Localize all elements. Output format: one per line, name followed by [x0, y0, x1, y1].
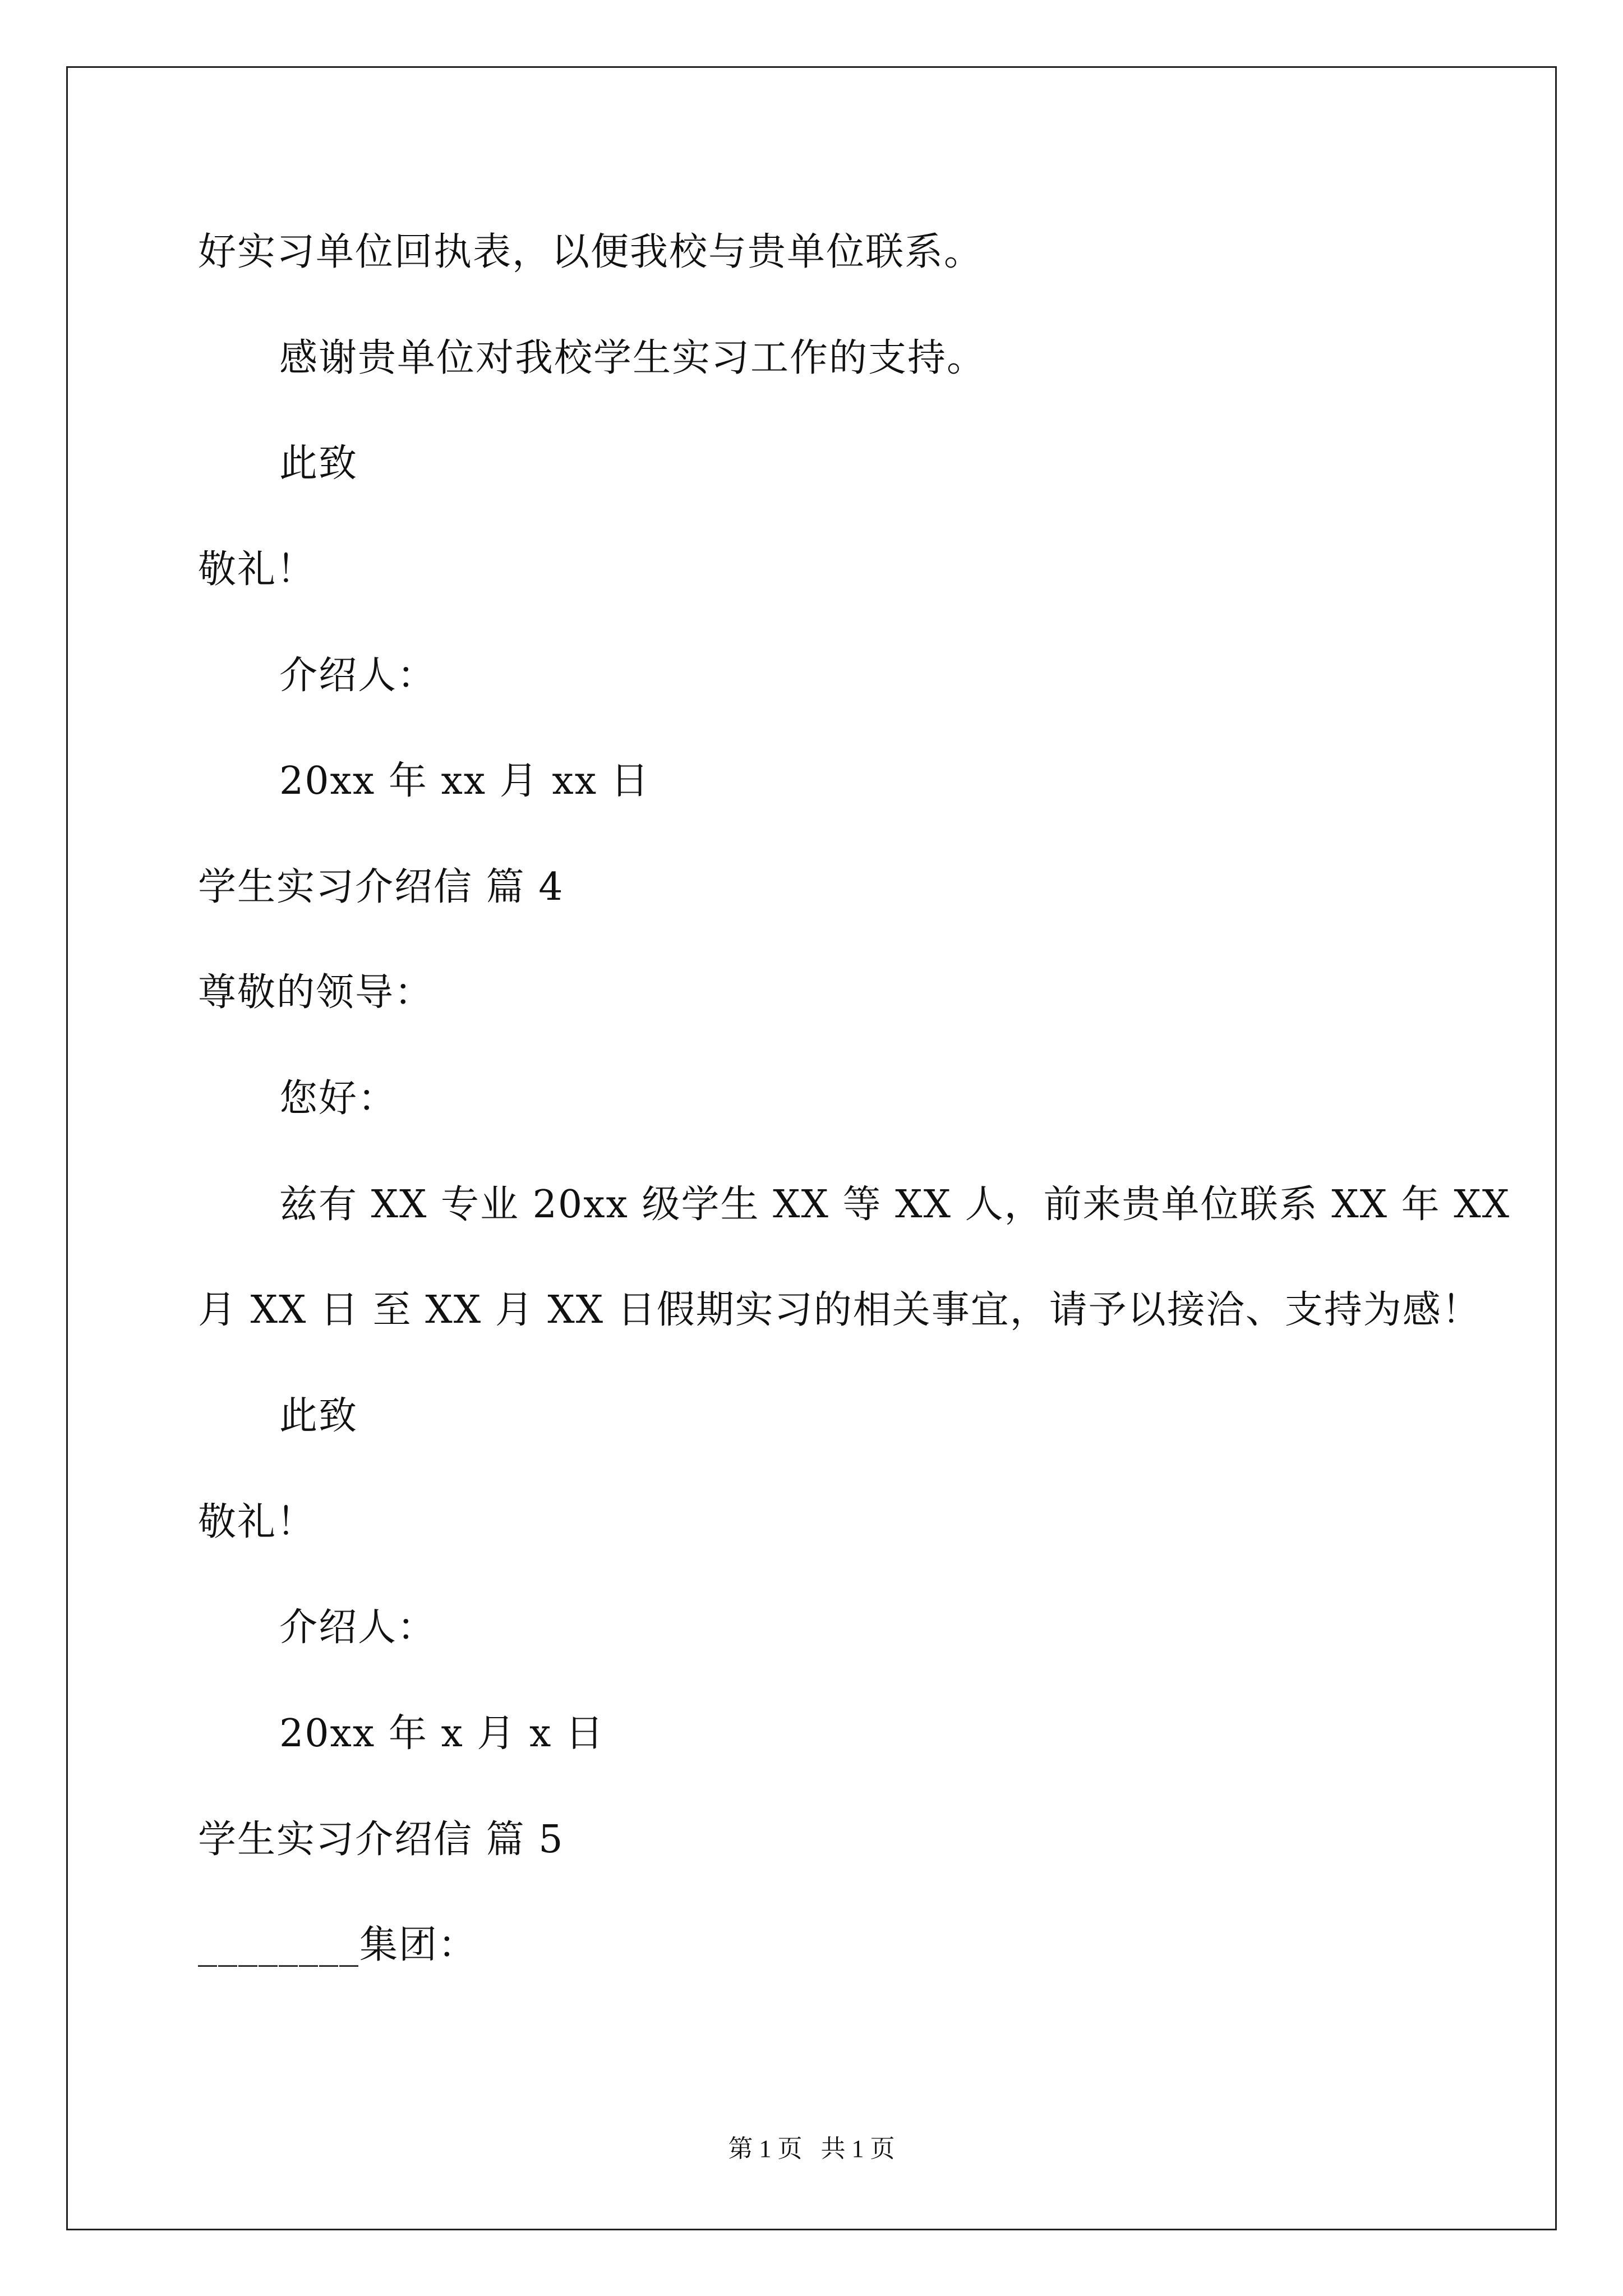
text-line: 20xx 年 xx 月 xx 日 [279, 759, 650, 803]
text-line: 20xx 年 x 月 x 日 [279, 1711, 605, 1756]
page-border [66, 66, 1557, 2230]
salutation: ________集团： [198, 1923, 478, 1967]
page-number-footer: 第 1 页 共 1 页 [728, 2135, 895, 2162]
text-line: 敬礼！ [198, 1500, 316, 1544]
text-line: 您好： [279, 1076, 398, 1121]
text-line: 敬礼！ [198, 547, 316, 592]
section-heading: 学生实习介绍信 篇 5 [198, 1818, 564, 1862]
text-line: 介绍人： [279, 1605, 437, 1650]
text-line: 介绍人： [279, 654, 437, 698]
text-line: 此致 [279, 1394, 358, 1438]
text-line: 兹有 XX 专业 20xx 级学生 XX 等 XX 人，前来贵单位联系 XX 年 XX [279, 1182, 1511, 1227]
text-line: 此致 [279, 441, 358, 486]
section-heading: 学生实习介绍信 篇 4 [198, 865, 564, 909]
text-line: 感谢贵单位对我校学生实习工作的支持。 [279, 336, 986, 380]
salutation: 尊敬的领导： [198, 970, 434, 1015]
text-line: 好实习单位回执表，以便我校与贵单位联系。 [198, 230, 984, 274]
text-line: 月 XX 日 至 XX 月 XX 日假期实习的相关事宜，请予以接洽、支持为感！ [198, 1288, 1481, 1332]
